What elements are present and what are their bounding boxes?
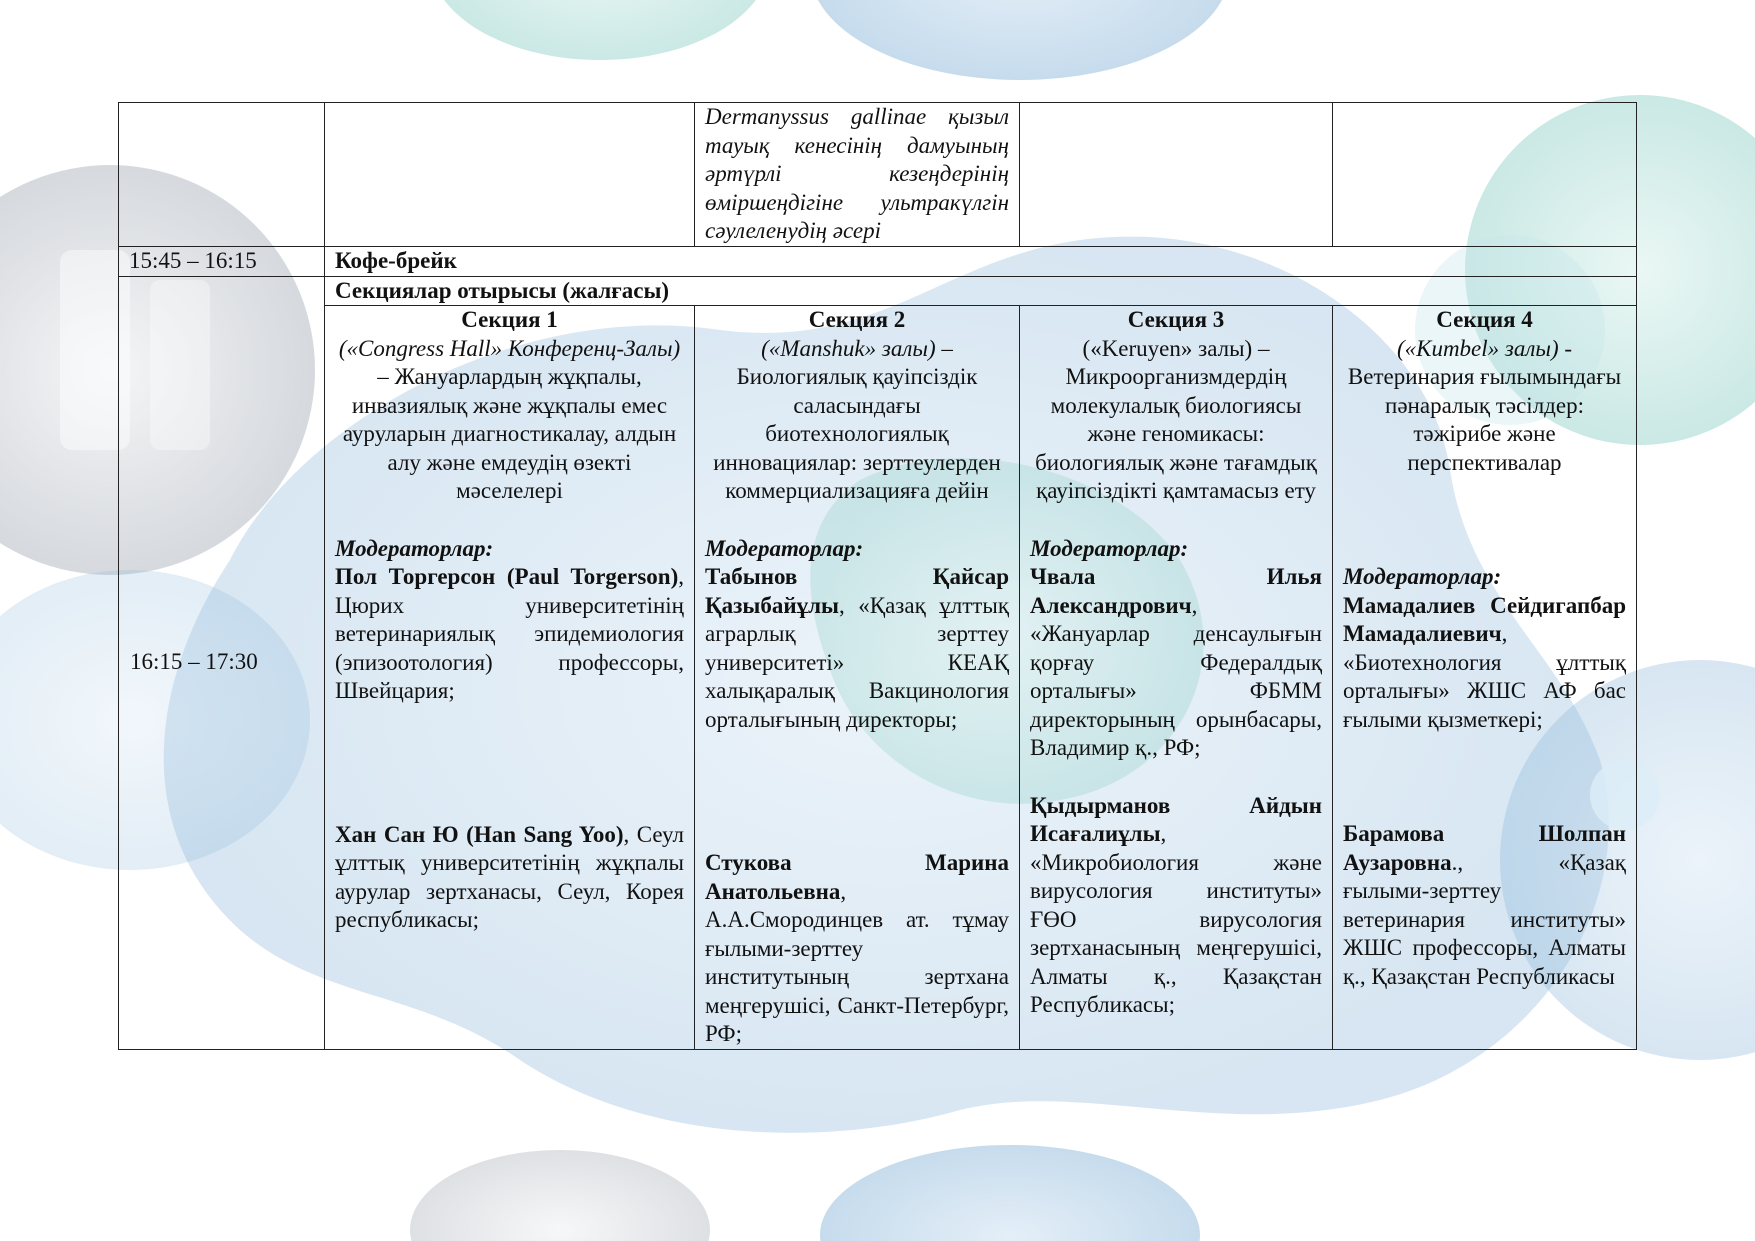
- program-table: [118, 102, 1637, 1050]
- section-1-topic: Жануарлардың жұқпалы, инвазиялық және жұқпалы емес ауруларын диагностикалау, алдын алу және емдеудің өзекті мәселелері: [342, 364, 677, 503]
- moderator-name: Хан Сан Ю (Han Sang Yoo): [335, 821, 624, 847]
- sessions-heading: Секциялар отырысы (жалғасы): [325, 276, 1637, 306]
- section-3-dash: –: [1252, 335, 1270, 361]
- section-4-moderators-label: Модераторлар:: [1343, 564, 1502, 589]
- section-3-moderator-1: [1030, 563, 1322, 763]
- sections-row: [119, 306, 1637, 1050]
- section-1-header: [335, 306, 684, 506]
- section-1-cell: [325, 306, 695, 1050]
- section-4-moderator-2: [1343, 820, 1626, 991]
- section-4-dash: -: [1558, 335, 1573, 361]
- sessions-time: 16:15 – 17:30: [119, 276, 325, 1049]
- moderator-details: , Цюрих университетінің ветеринариялық эпидемиология (эпизоотология) профессоры, Швейцария;: [335, 564, 684, 703]
- section-4-topic: Ветеринария ғылымындағы пәнаралық тәсілдер: тәжірибе және перспективалар: [1347, 364, 1622, 475]
- moderator-name: Чвала Илья Александрович: [1030, 564, 1322, 618]
- section-1-moderator-2: [335, 821, 684, 935]
- continued-time-cell: [119, 103, 325, 247]
- continued-empty-cell: [1333, 103, 1637, 247]
- moderator-details: ., «Қазақ ғылыми-зерттеу ветеринария институты» ЖШС профессоры, Алматы қ., Қазақстан Республикасы: [1343, 849, 1626, 989]
- continued-report-title: Dermanyssus gallinae қызыл тауық кенесінің дамуының әртүрлі кезеңдерінің өміршеңдігіне ультракүлгін сәулеленудің әсері: [695, 103, 1020, 247]
- continued-empty-cell: [1020, 103, 1333, 247]
- moderator-name: Табынов Қайсар Қазыбайұлы: [705, 564, 1009, 618]
- section-2-topic: Биологиялық қауіпсіздік саласындағы биотехнологиялық инновациялар: зерттеулерден коммерциализацияға дейін: [713, 364, 1001, 503]
- moderator-name: Мамадалиев Сейдигапбар Мамадалиевич: [1343, 592, 1626, 646]
- section-3-header: [1030, 306, 1322, 506]
- section-1-hall: («Congress Hall» Конференц-Залы): [338, 335, 681, 361]
- section-3-moderator-2: [1030, 792, 1322, 1020]
- section-4-header: [1343, 306, 1626, 477]
- section-3-title: Секция 3: [1127, 307, 1225, 332]
- section-2-moderators-label: Модераторлар:: [705, 535, 864, 561]
- section-1-dash: –: [377, 364, 395, 389]
- moderator-name: Барамова Шолпан Аузаровна: [1343, 821, 1626, 875]
- section-4-cell: [1333, 306, 1637, 1050]
- section-1-moderators-label: Модераторлар:: [335, 535, 494, 561]
- moderator-details: , «Микробиология және вирусология институты» ҒӨО вирусология зертханасының меңгерушісі, Алматы қ., Қазақстан Республикасы;: [1030, 821, 1322, 1017]
- coffee-break-row: [119, 247, 1637, 277]
- moderator-name: Қыдырманов Айдын Исағалиұлы: [1030, 792, 1322, 846]
- section-3-cell: [1020, 306, 1333, 1050]
- moderator-details: , «Биотехнология ұлттық орталығы» ЖШС АФ бас ғылыми қызметкері;: [1343, 621, 1626, 732]
- continued-empty-cell: [325, 103, 695, 247]
- section-2-moderator-1: [705, 563, 1009, 734]
- section-3-moderators-label: Модераторлар:: [1030, 535, 1189, 561]
- moderator-name: Стукова Марина Анатольевна: [705, 850, 1009, 904]
- moderator-details: , «Қазақ ұлттық аграрлық зерттеу университеті» КЕАҚ халықаралық Вакцинология орталығының директоры;: [705, 592, 1009, 732]
- moderator-details: , А.А.Смородинцев ат. тұмау ғылыми-зерттеу институтының зертхана меңгерушісі, Санкт-Петербург, РФ;: [705, 878, 1009, 1046]
- section-4-moderator-1: [1343, 592, 1626, 735]
- section-2-cell: [695, 306, 1020, 1050]
- section-2-dash: –: [935, 335, 953, 361]
- section-1-moderator-1: [335, 563, 684, 706]
- continued-row: [119, 103, 1637, 247]
- moderator-name: Пол Торгерсон (Paul Torgerson): [335, 564, 679, 589]
- moderator-details: , «Жануарлар денсаулығын қорғау Федералдық орталығы» ФБММ директорының орынбасары, Владимир қ., РФ;: [1030, 592, 1322, 760]
- section-2-hall: («Manshuk» залы): [761, 335, 936, 361]
- sessions-heading-row: [119, 276, 1637, 306]
- section-2-header: [705, 306, 1009, 506]
- section-4-title: Секция 4: [1436, 307, 1533, 332]
- section-3-topic: Микроорганизмдердің молекулалық биологиясы және геномикасы: биологиялық және тағамдық қауіпсіздікті қамтамасыз ету: [1035, 364, 1317, 503]
- section-2-title: Секция 2: [808, 307, 906, 332]
- section-3-hall: («Keruyen» залы): [1082, 335, 1253, 361]
- section-1-title: Секция 1: [461, 307, 558, 332]
- coffee-break-label: Кофе-брейк: [325, 247, 1637, 277]
- moderator-details: , Сеул ұлттық университетінің жұқпалы аурулар зертханасы, Сеул, Корея республикасы;: [335, 821, 684, 932]
- coffee-break-time: 15:45 – 16:15: [119, 247, 325, 277]
- section-4-hall: («Kumbel» залы): [1396, 335, 1559, 361]
- section-2-moderator-2: [705, 849, 1009, 1049]
